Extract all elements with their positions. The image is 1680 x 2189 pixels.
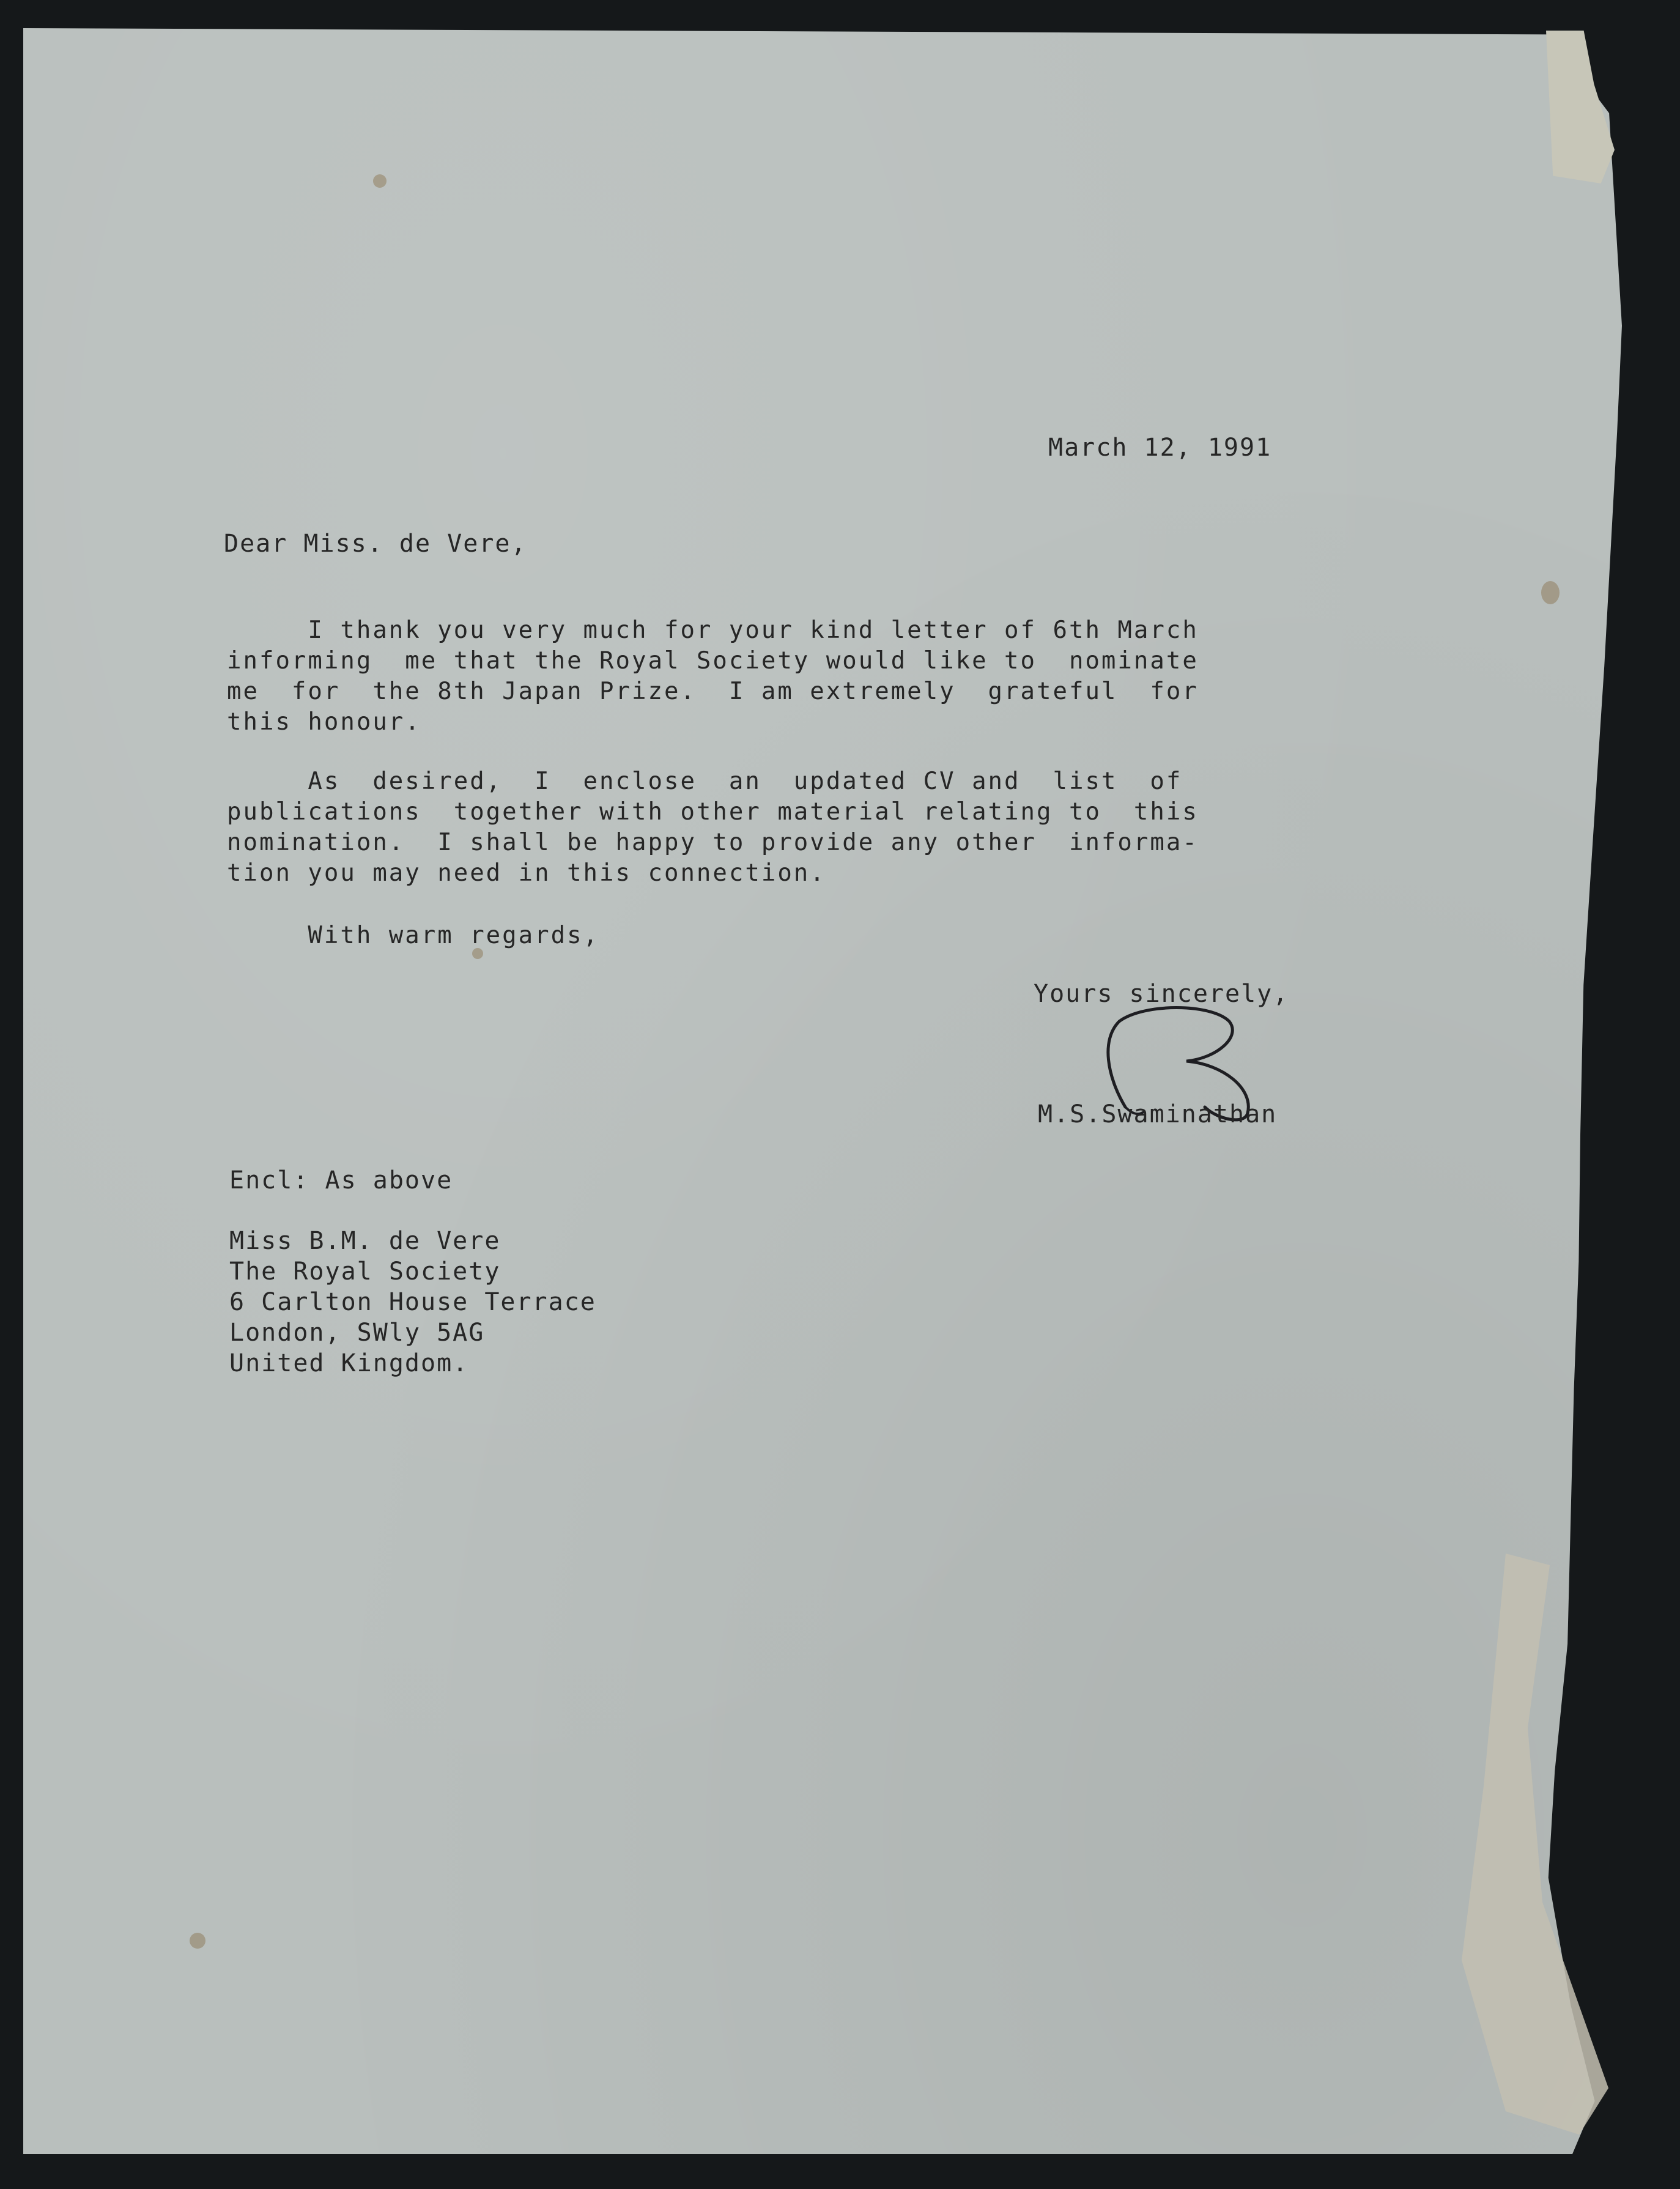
signatory-name: M.S.Swaminathan [1038, 1100, 1278, 1128]
paragraph-line: publications together with other material relating to this [227, 798, 1199, 826]
stain-spot [1541, 581, 1560, 604]
paragraph-line: me for the 8th Japan Prize. I am extremely grateful for [227, 678, 1199, 705]
paragraph-line: As desired, I enclose an updated CV and list of [227, 768, 1183, 795]
paragraph-line: this honour. [227, 708, 421, 736]
salutation: Dear Miss. de Vere, [224, 530, 527, 558]
letter-date: March 12, 1991 [1048, 434, 1272, 462]
stain-spot [373, 174, 387, 188]
address-line: 6 Carlton House Terrace [229, 1288, 596, 1316]
address-line: The Royal Society [229, 1257, 501, 1286]
paragraph-line: nomination. I shall be happy to provide any other informa- [227, 829, 1199, 856]
address-line: United Kingdom. [229, 1349, 469, 1377]
paragraph-line: informing me that the Royal Society would like to nominate [227, 647, 1199, 675]
address-line: Miss B.M. de Vere [229, 1227, 501, 1255]
enclosure-note: Encl: As above [229, 1166, 453, 1195]
letter-paper [23, 28, 1622, 2154]
valediction: Yours sincerely, [1034, 980, 1289, 1008]
closing-remark: With warm regards, [227, 922, 600, 949]
address-line: London, SWly 5AG [229, 1319, 485, 1347]
paragraph-line: tion you may need in this connection. [227, 859, 826, 887]
stain-spot [190, 1933, 205, 1949]
paragraph-line: I thank you very much for your kind letter of 6th March [227, 617, 1199, 644]
